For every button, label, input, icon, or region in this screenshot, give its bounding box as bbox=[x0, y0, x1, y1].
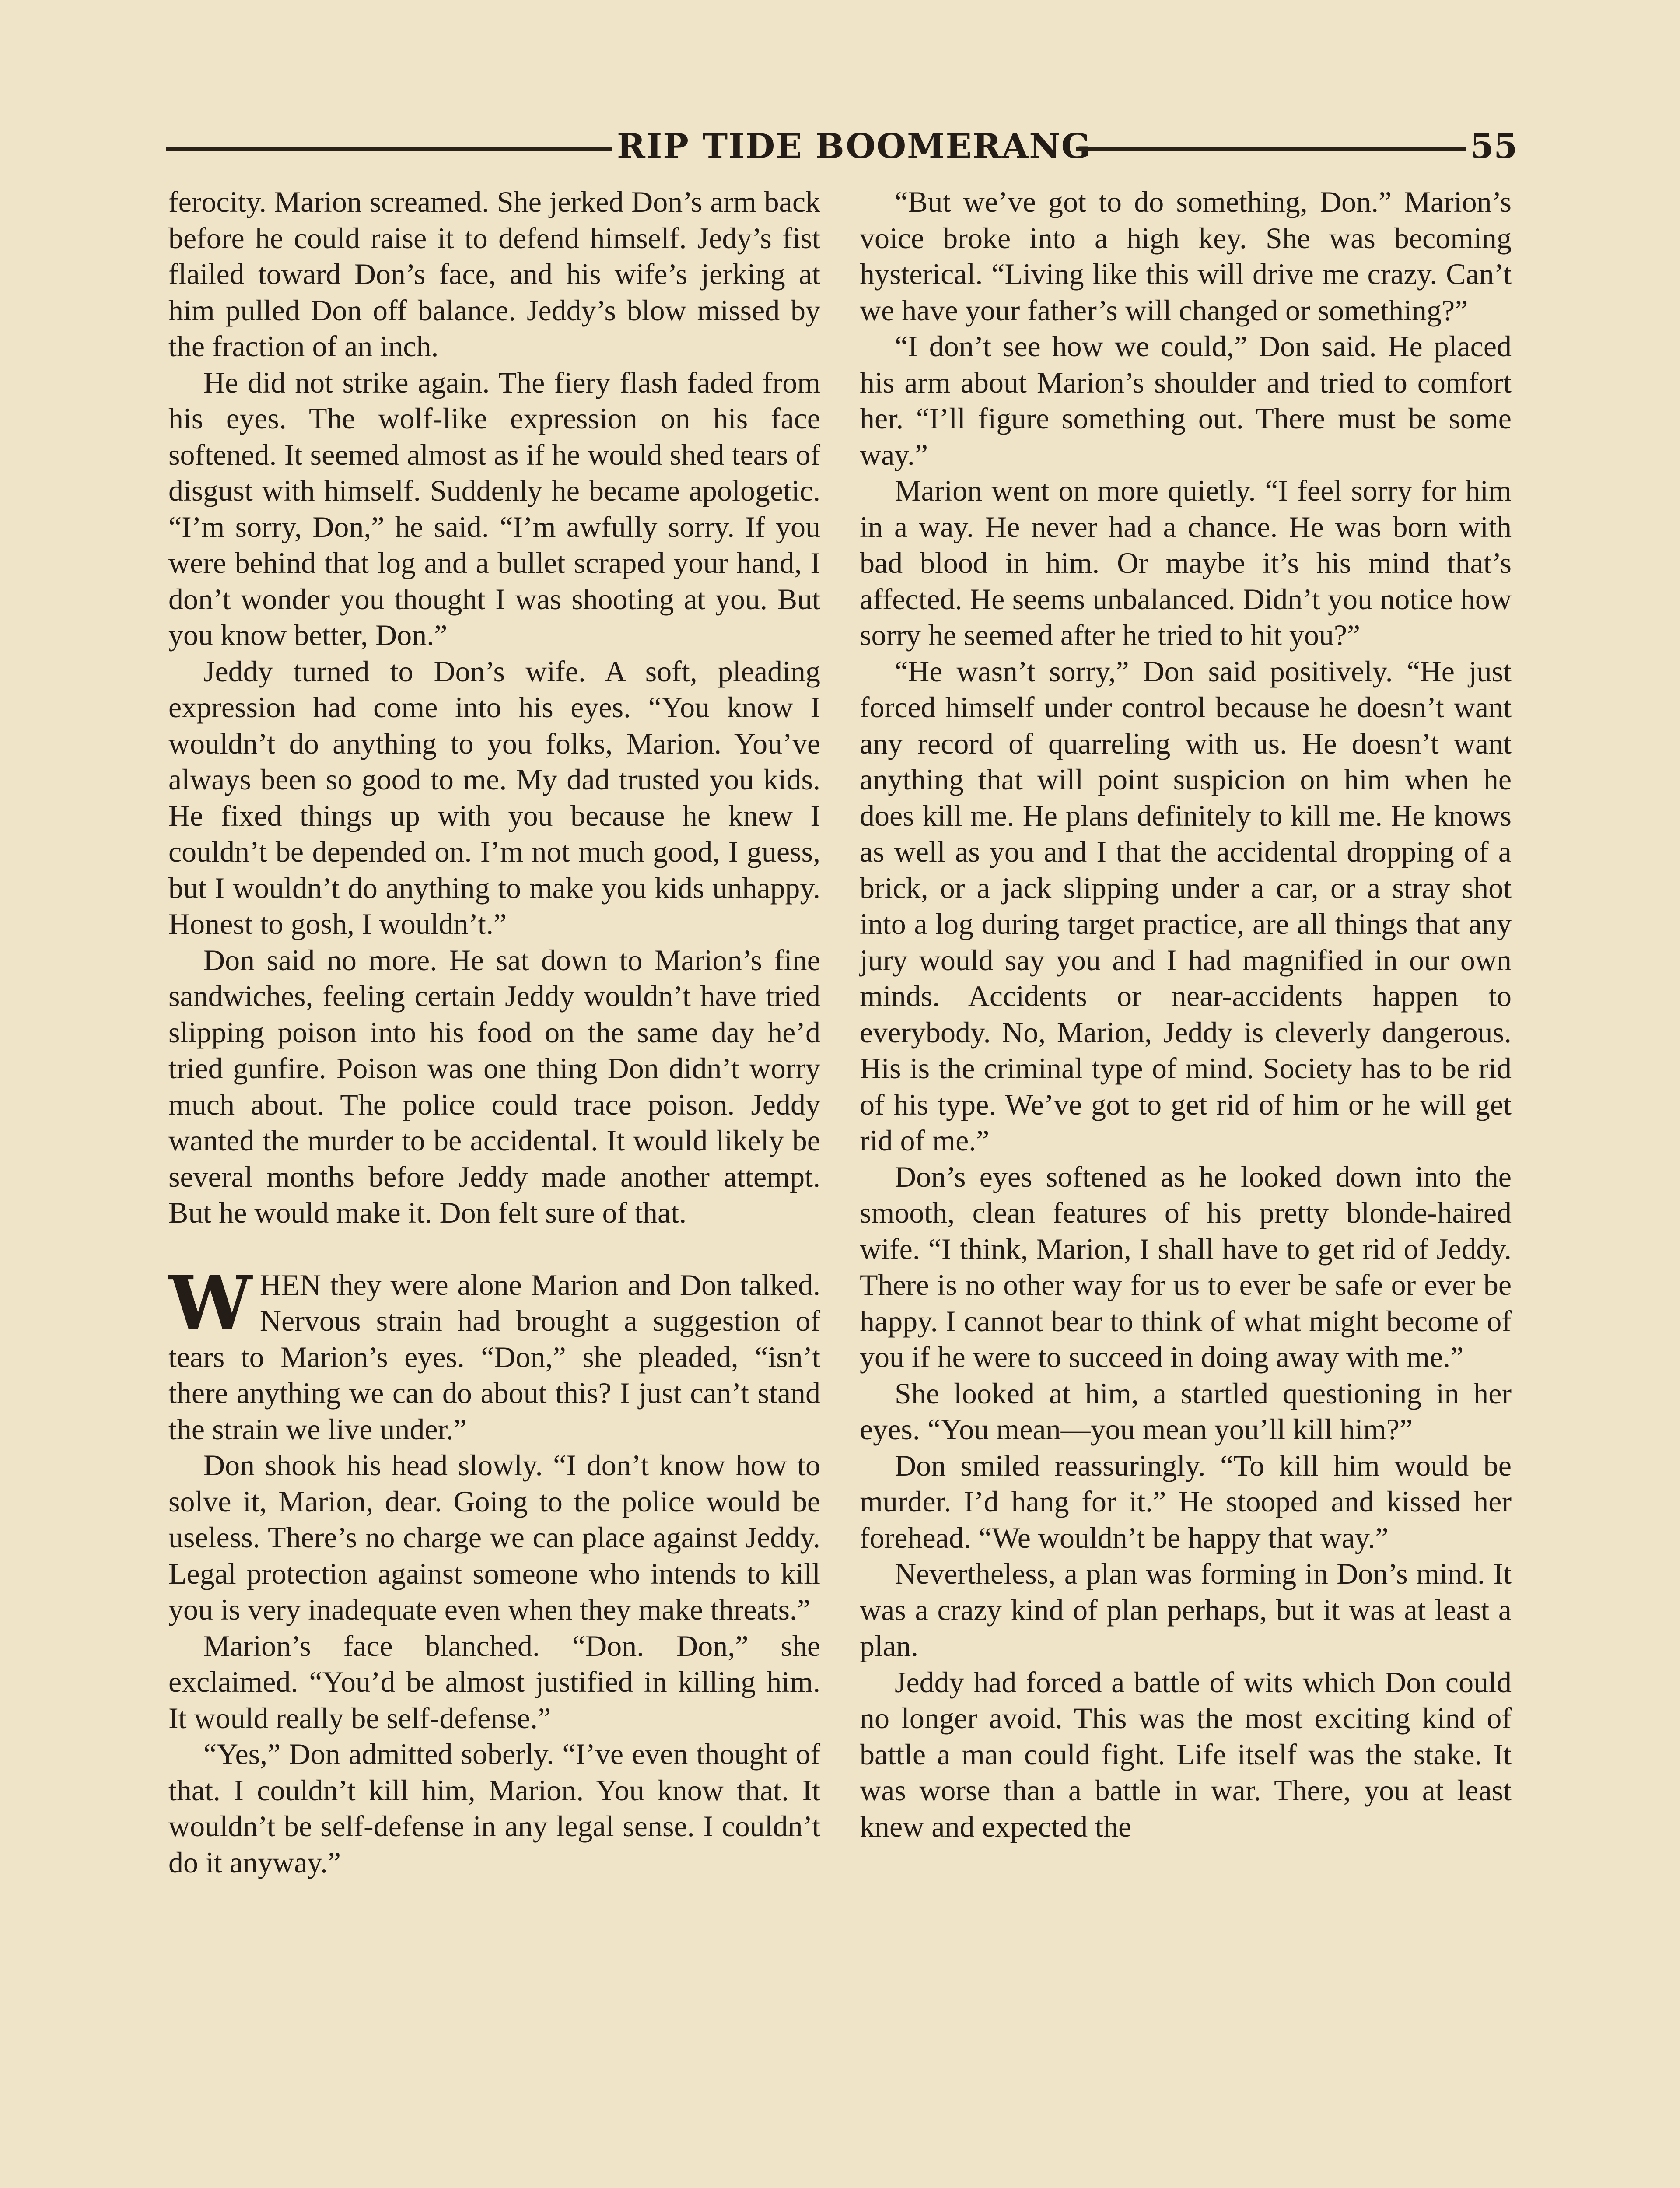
paragraph: Don smiled reassuringly. “To kill him would be murder. I’d hang for it.” He stooped and kissed her forehead. “We wouldn’t be happy that way.” bbox=[860, 1448, 1512, 1554]
header-rule-left bbox=[166, 147, 612, 151]
section-opening-text: HEN they were alone Marion and Don talked. Nervous strain had brought a suggestion of tears to Marion’s eyes. “Don,” she pleaded, “isn’t there anything we can do about this? I just can’t stand the strain we live under.” bbox=[168, 1268, 820, 1446]
paragraph: Don shook his head slowly. “I don’t know how to solve it, Marion, dear. Going to the police would be useless. There’s no charge we can place against Jeddy. Legal protection against someone who intends to kill you is very inadequate even when they make threats.” bbox=[168, 1448, 820, 1626]
running-title: RIP TIDE BOOMERANG bbox=[617, 126, 1092, 166]
paragraph: Don’s eyes softened as he looked down into the smooth, clean features of his pretty blonde-haired wife. “I think, Marion, I shall have to get rid of Jeddy. There is no other way for us to ever be safe or ever be happy. I cannot bear to think of what might become of you if he were to succeed in doing away with me.” bbox=[860, 1160, 1512, 1374]
paragraph: He did not strike again. The fiery flash faded from his eyes. The wolf-like expression on his face softened. It seemed almost as if he would shed tears of disgust with himself. Suddenly he became apologetic. “I’m sorry, Don,” he said. “I’m awfully sorry. If you were behind that log and a bullet scraped your hand, I don’t wonder you thought I was shooting at you. But you know better, Don.” bbox=[168, 365, 820, 652]
paragraph: Don said no more. He sat down to Marion’s fine sandwiches, feeling certain Jeddy wouldn’t have tried slipping poison into his food on the same day he’d tried gunfire. Poison was one thing Don didn’t worry much about. The police could trace poison. Jeddy wanted the murder to be accidental. It would likely be several months before Jeddy made another attempt. But he would make it. Don felt sure of that. bbox=[168, 943, 820, 1229]
paragraph: “I don’t see how we could,” Don said. He placed his arm about Marion’s shoulder and tried to comfort her. “I’ll figure something out. There must be some way.” bbox=[860, 330, 1512, 471]
right-text-column bbox=[860, 184, 1512, 1844]
header-rule-right bbox=[1076, 147, 1466, 151]
paragraph: Nevertheless, a plan was forming in Don’s mind. It was a crazy kind of plan perhaps, but it was at least a plan. bbox=[860, 1557, 1512, 1662]
paragraph: “He wasn’t sorry,” Don said positively. “He just forced himself under control because he doesn’t want any record of quarreling with us. He doesn’t want anything that will point suspicion on him when he does kill me. He plans definitely to kill me. He knows as well as you and I that the accidental dropping of a brick, or a jack slipping under a car, or a stray shot into a log during target practice, are all things that any jury would say you and I had magnified in our own minds. Accidents or near-accidents happen to everybody. No, Marion, Jeddy is cleverly dangerous. His is the criminal type of mind. Society has to be rid of his type. We’ve got to get rid of him or he will get rid of me.” bbox=[860, 654, 1512, 1157]
page-number: 55 bbox=[1470, 126, 1518, 166]
paragraph: ferocity. Marion screamed. She jerked Don’s arm back before he could raise it to defend himself. Jedy’s fist flailed toward Don’s face, and his wife’s jerking at him pulled Don off balance. Jeddy’s blow missed by the fraction of an inch. bbox=[168, 185, 820, 363]
paragraph: Jeddy turned to Don’s wife. A soft, pleading expression had come into his eyes. “You know I wouldn’t do anything to you folks, Marion. You’ve always been so good to me. My dad trusted you kids. He fixed things up with you because he knew I couldn’t be depended on. I’m not much good, I guess, but I wouldn’t do anything to make you kids unhappy. Honest to gosh, I wouldn’t.” bbox=[168, 654, 820, 940]
running-header bbox=[166, 120, 1518, 173]
paragraph: “Yes,” Don admitted soberly. “I’ve even thought of that. I couldn’t kill him, Marion. You know that. It wouldn’t be self-defense in any legal sense. I couldn’t do it anyway.” bbox=[168, 1737, 820, 1879]
paragraph: Marion went on more quietly. “I feel sorry for him in a way. He never had a chance. He was born with bad blood in him. Or maybe it’s his mind that’s affected. He seems unbalanced. Didn’t you notice how sorry he seemed after he tried to hit you?” bbox=[860, 474, 1512, 652]
paragraph: “But we’ve got to do something, Don.” Marion’s voice broke into a high key. She was becoming hysterical. “Living like this will drive me crazy. Can’t we have your father’s will changed or something?” bbox=[860, 185, 1512, 327]
paragraph: She looked at him, a startled questioning in her eyes. “You mean—you mean you’ll kill him?” bbox=[860, 1376, 1512, 1446]
section-opening-paragraph bbox=[168, 1259, 820, 1448]
left-text-column bbox=[168, 184, 820, 1880]
paragraph: Marion’s face blanched. “Don. Don,” she exclaimed. “You’d be almost justified in killing him. It would really be self-defense.” bbox=[168, 1629, 820, 1735]
paragraph: Jeddy had forced a battle of wits which Don could no longer avoid. This was the most exciting kind of battle a man could fight. Life itself was the stake. It was worse than a battle in war. There, you at least knew and expected the bbox=[860, 1665, 1512, 1843]
drop-cap: W bbox=[168, 1259, 252, 1347]
